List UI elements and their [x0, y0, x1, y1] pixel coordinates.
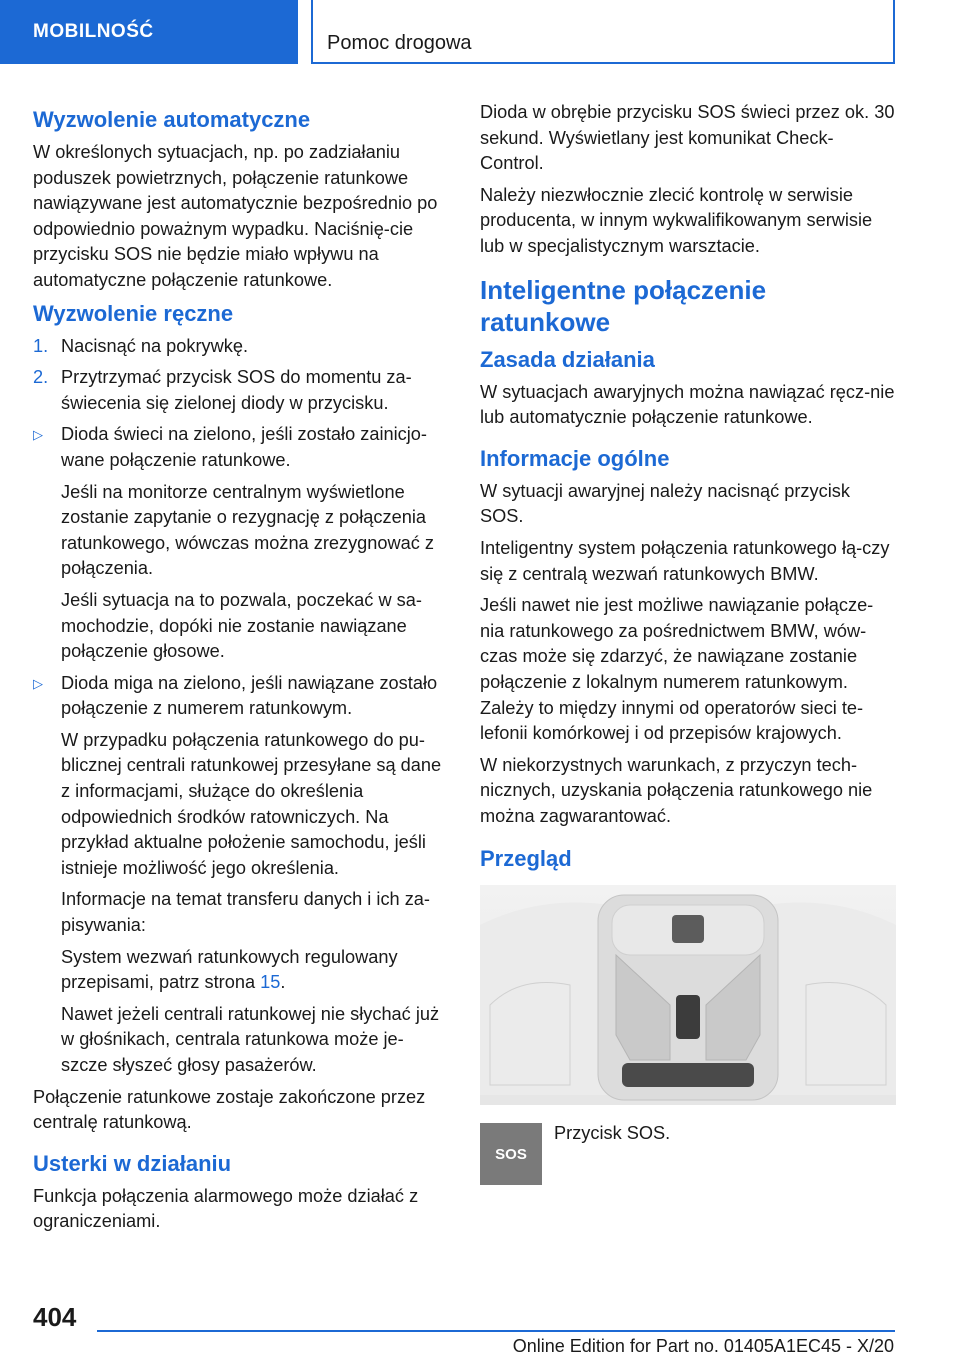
paragraph-service: Należy niezwłocznie zlecić kontrolę w serwisie producenta, w innym wykwalifikowanym serwisie lub w specjalistycznym warsztacie.	[480, 184, 873, 256]
right-column	[480, 100, 896, 1191]
sos-button-legend	[480, 1121, 896, 1191]
paragraph-data-transfer: W przypadku połączenia ratunkowego do pu‐blicznej centrali ratunkowej przesyłane są dane z informacjami, służące do określenia odpowiednich środków ratowniczych. Na przykład aktualne położenie samochodu, jeśli istnieje możliwość jego określenia.	[61, 729, 442, 878]
left-column	[33, 100, 449, 1241]
heading-malfunction: Usterki w działaniu	[33, 1150, 232, 1176]
footer-divider	[97, 1330, 895, 1332]
section-title: Pomoc drogowa	[311, 0, 895, 64]
paragraph-automatic-trigger: W określonych sytuacjach, np. po zadziałaniu poduszek powietrznych, połączenie ratunkowe nawiązywane jest automatycznie bezpośrednio po odpowiednio poważnym wypadku. Naciśnię‐cie przycisku SOS nie będzie miało wpływu na automatyczne połączenie ratunkowe.	[33, 142, 438, 290]
paragraph-general-1: W sytuacji awaryjnej należy nacisnąć przycisk SOS.	[480, 480, 850, 527]
bullet-led-blinking	[33, 671, 449, 722]
roof-console-drawing	[480, 885, 896, 1105]
sos-icon-text: SOS	[495, 1145, 527, 1163]
paragraph-data-info: Informacje na temat transferu danych i ich za‐pisywania:	[61, 889, 430, 936]
step-1	[33, 334, 449, 360]
triangle-bullet-icon: ▷	[33, 427, 43, 443]
page-number: 404	[33, 1302, 77, 1332]
paragraph-malfunction: Funkcja połączenia alarmowego może działać z ograniczeniami.	[33, 1185, 419, 1232]
paragraph-call-ended: Połączenie ratunkowe zostaje zakończone przez centralę ratunkową.	[33, 1086, 426, 1133]
chapter-tab: MOBILNOŚĆ	[0, 0, 298, 64]
page-header	[0, 0, 960, 66]
step-number: 1.	[33, 335, 49, 356]
paragraph-led-duration: Dioda w obrębie przycisku SOS świeci przez ok. 30 sekund. Wyświetlany jest komunikat Check-Control.	[480, 102, 895, 174]
sos-button-label: Przycisk SOS.	[554, 1123, 671, 1144]
paragraph-passengers-heard: Nawet jeżeli centrali ratunkowej nie słychać już w głośnikach, centrala ratunkowa może je‐szcze słyszeć głosy pasażerów.	[61, 1003, 440, 1075]
bullet-led-green	[33, 422, 449, 473]
heading-general-info: Informacje ogólne	[480, 445, 670, 471]
heading-principle: Zasada działania	[480, 346, 655, 372]
paragraph-cancel-call: Jeśli na monitorze centralnym wyświetlone zostanie zapytanie o rezygnację z połączenia ratunkowego, wówczas można zrezygnować z połączenia.	[61, 481, 435, 579]
reference-end: .	[280, 972, 286, 993]
heading-intelligent-call: Inteligentne połączenie ratunkowe	[480, 274, 767, 337]
paragraph-general-4: W niekorzystnych warunkach, z przyczyn tech‐nicznych, uzyskania połączenia ratunkowego nie można zagwarantować.	[480, 754, 873, 826]
paragraph-system-reference	[33, 945, 449, 996]
heading-manual-trigger: Wyzwolenie ręczne	[33, 300, 234, 326]
step-text: Nacisnąć na pokrywkę.	[61, 335, 249, 356]
bullet-text: Dioda miga na zielono, jeśli nawiązane zostało połączenie z numerem ratunkowym.	[61, 672, 438, 719]
triangle-bullet-icon: ▷	[33, 675, 43, 691]
page-reference-link[interactable]: 15	[260, 972, 281, 993]
reference-text: System wezwań ratunkowych regulowany przepisami, patrz strona	[61, 946, 398, 993]
sos-icon	[480, 1123, 542, 1185]
step-2	[33, 365, 449, 416]
bullet-text: Dioda świeci na zielono, jeśli zostało zainicjo‐wane połączenie ratunkowe.	[61, 424, 427, 470]
step-number: 2.	[33, 367, 49, 388]
paragraph-general-2: Inteligentny system połączenia ratunkowego łą‐czy się z centralą wezwań ratunkowych BMW.	[480, 537, 890, 584]
heading-automatic-trigger: Wyzwolenie automatyczne	[33, 107, 311, 132]
heading-overview: Przegląd	[480, 846, 572, 872]
edition-note: Online Edition for Part no. 01405A1EC45 - X/20	[512, 1336, 894, 1356]
step-text: Przytrzymać przycisk SOS do momentu za‐świecenia się zielonej diody w przycisku.	[61, 367, 412, 413]
paragraph-general-3: Jeśli nawet nie jest możliwe nawiązanie połącze‐nia ratunkowego za pośrednictwem BMW, wów‐czas może się zdarzyć, że nawiązane zostanie połączenie z lokalnym numerem ratunkowym. Zależy to między innymi od operatorów sieci te‐lefonii komórkowej i od przepisów krajowych.	[480, 595, 874, 744]
roof-console-illustration	[480, 885, 896, 1105]
paragraph-principle: W sytuacjach awaryjnych można nawiązać ręcz‐nie lub automatycznie połączenie ratunkowe.	[480, 381, 895, 428]
paragraph-wait-in-car: Jeśli sytuacja na to pozwala, poczekać w sa‐mochodzie, dopóki nie zostanie nawiązane połączenie głosowe.	[61, 589, 422, 662]
